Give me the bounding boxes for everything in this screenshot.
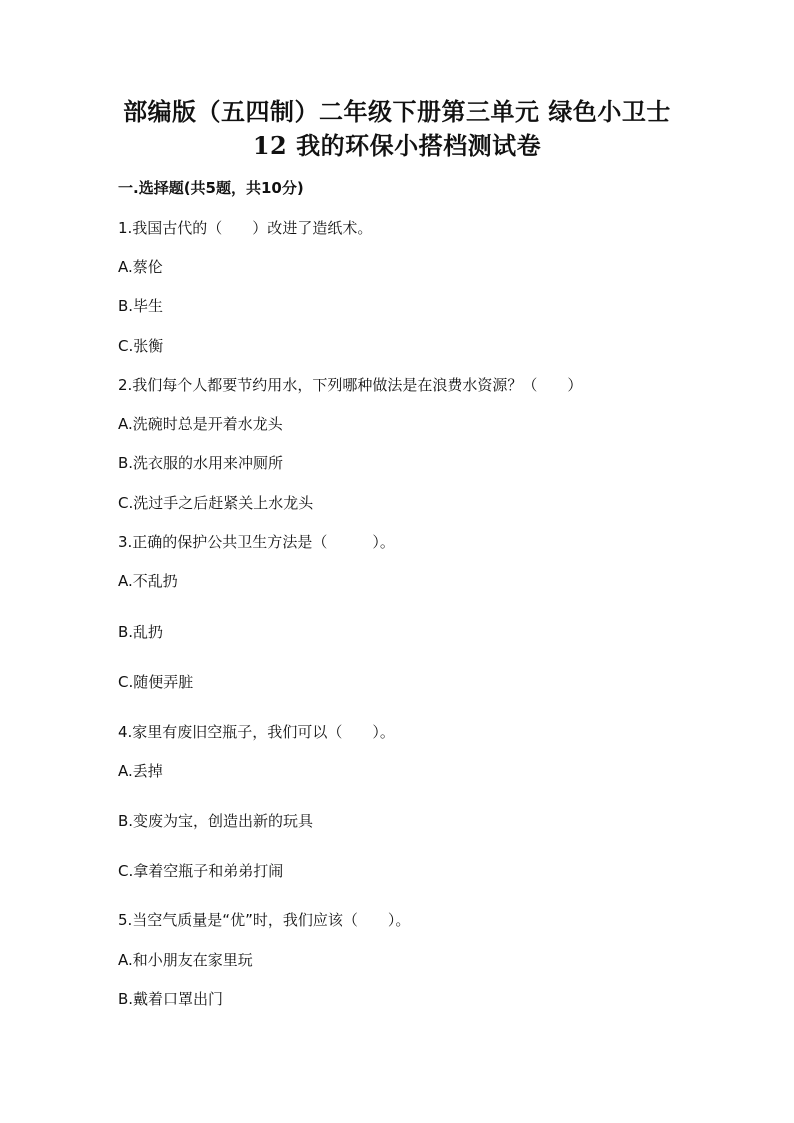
question-3-option-b: B.乱扔: [118, 623, 164, 641]
question-4-stem: 4.家里有废旧空瓶子，我们可以（ ）。: [118, 723, 395, 741]
question-4-option-b: B.变废为宝，创造出新的玩具: [118, 812, 314, 830]
question-1-option-b: B.毕生: [118, 297, 164, 315]
document-title-line-2: 12 我的环保小搭档测试卷: [252, 131, 542, 160]
question-1-option-a: A.蔡伦: [118, 258, 163, 276]
question-5-stem: 5.当空气质量是“优”时，我们应该（ ）。: [118, 911, 411, 929]
question-3-stem: 3.正确的保护公共卫生方法是（ ）。: [118, 533, 395, 551]
question-4-option-c: C.拿着空瓶子和弟弟打闹: [118, 862, 284, 880]
question-2-option-b: B.洗衣服的水用来冲厕所: [118, 454, 284, 472]
question-3-option-a: A.不乱扔: [118, 572, 178, 590]
question-2-option-c: C.洗过手之后赶紧关上水龙头: [118, 494, 314, 512]
question-1-option-c: C.张衡: [118, 337, 164, 355]
question-2-stem: 2.我们每个人都要节约用水，下列哪种做法是在浪费水资源？（ ）: [118, 376, 583, 394]
document-title-line-1: 部编版（五四制）二年级下册第三单元 绿色小卫士: [123, 97, 671, 126]
question-1-stem: 1.我国古代的（ ）改进了造纸术。: [118, 219, 373, 237]
section-heading-multiple-choice: 一.选择题(共5题，共10分): [118, 179, 304, 197]
question-5-option-a: A.和小朋友在家里玩: [118, 951, 253, 969]
question-3-option-c: C.随便弄脏: [118, 673, 194, 691]
question-5-option-b: B.戴着口罩出门: [118, 990, 224, 1008]
question-2-option-a: A.洗碗时总是开着水龙头: [118, 415, 283, 433]
question-4-option-a: A.丢掉: [118, 762, 163, 780]
